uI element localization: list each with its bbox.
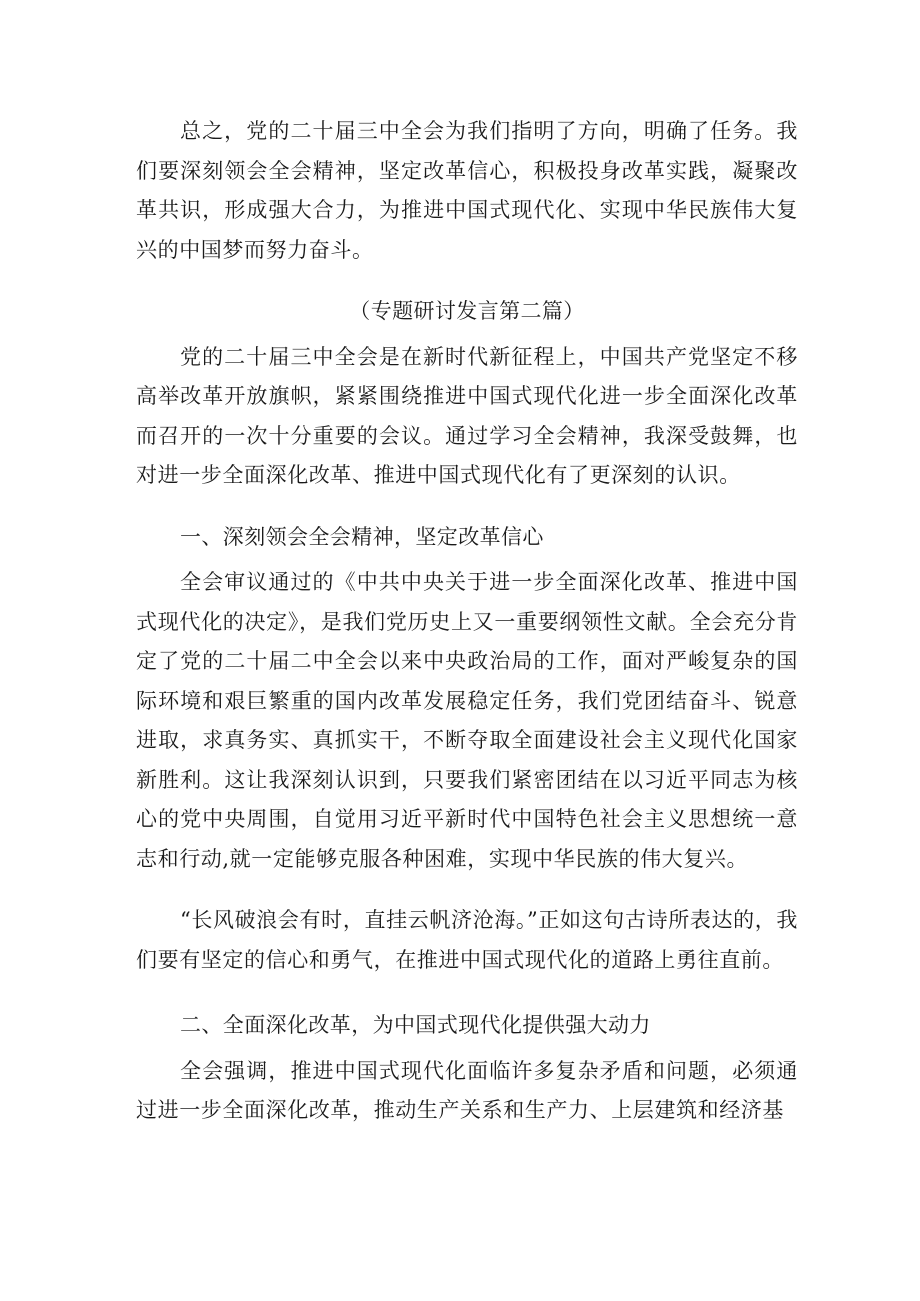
paragraph-intro: 党的二十届三中全会是在新时代新征程上，中国共产党坚定不移高举改革开放旗帜，紧紧围绕推进中国式现代化进一步全面深化改革而召开的一次十分重要的会议。通过学习全会精神，我深受鼓舞，也对进一步全面深化改革、推进中国式现代化有了更深刻的认识。 bbox=[136, 344, 798, 487]
section-title: （专题研讨发言第二篇） bbox=[349, 299, 585, 323]
spacer bbox=[136, 879, 798, 901]
paragraph-body-one: 全会审议通过的《中共中央关于进一步全面深化改革、推进中国式现代化的决定》，是我们党历史上又一重要纲领性文献。全会充分肯定了党的二十届二中全会以来中央政治局的工作，面对严峻复杂的国际环境和艰巨繁重的国内改革发展稳定任务，我们党团结奋斗、锐意进取，求真务实、真抓实干，不断夺取全面建设社会主义现代化国家新胜利。这让我深刻认识到，只要我们紧密团结在以习近平同志为核心的党中央周围，自觉用习近平新时代中国特色社会主义思想统一意志和行动,就一定能够克服各种困难，实现中华民族的伟大复兴。 bbox=[136, 570, 798, 871]
document-body bbox=[136, 112, 798, 1131]
heading-two: 二、全面深化改革，为中国式现代化提供强大动力 bbox=[180, 1013, 651, 1037]
spacer bbox=[136, 980, 798, 1006]
spacer bbox=[136, 270, 798, 292]
paragraph-body-two: 全会强调，推进中国式现代化面临许多复杂矛盾和问题，必须通过进一步全面深化改革，推动生产关系和生产力、上层建筑和经济基 bbox=[136, 1058, 798, 1122]
paragraph-conclusion: 总之，党的二十届三中全会为我们指明了方向，明确了任务。我们要深刻领会全会精神，坚定改革信心，积极投身改革实践，凝聚改革共识，形成强大合力，为推进中国式现代化、实现中华民族伟大复兴的中国梦而努力奋斗。 bbox=[136, 119, 798, 262]
paragraph-quote: “长风破浪会有时，直挂云帆济沧海。”正如这句古诗所表达的，我们要有坚定的信心和勇气，在推进中国式现代化的道路上勇往直前。 bbox=[136, 908, 798, 972]
heading-one: 一、深刻领会全会精神，坚定改革信心 bbox=[180, 524, 544, 549]
spacer bbox=[136, 496, 798, 518]
